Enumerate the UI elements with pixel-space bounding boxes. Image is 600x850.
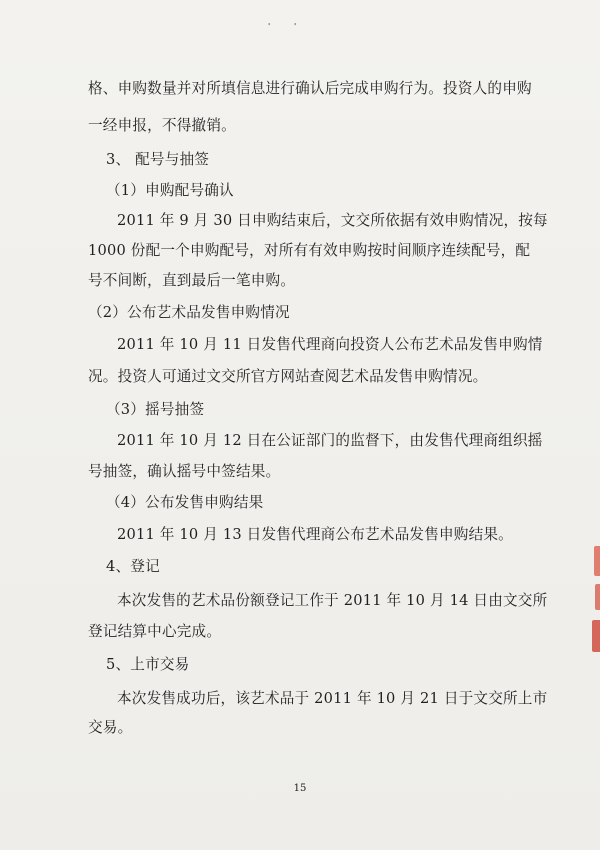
stamp-mark [595,584,600,610]
body-line: 一经申报，不得撤销。 [88,117,236,134]
body-line: 2011 年 10 月 13 日发售代理商公布艺术品发售申购结果。 [117,526,513,543]
subsection-heading: （1）申购配号确认 [106,182,234,199]
body-line: 2011 年 10 月 11 日发售代理商向投资人公布艺术品发售申购情 [117,336,543,353]
subsection-heading: （2）公布艺术品发售申购情况 [88,304,290,321]
subsection-heading: （4）公布发售申购结果 [106,494,264,511]
page-number: 15 [293,783,307,794]
subsection-heading: （3）摇号抽签 [106,401,205,418]
body-line: 号不间断，直到最后一笔申购。 [88,272,296,289]
body-line: 1000 份配一个申购配号，对所有有效申购按时间顺序连续配号，配 [88,242,531,259]
body-line: 格、申购数量并对所填信息进行确认后完成申购行为。投资人的申购 [88,80,532,97]
body-line: 交易。 [88,719,133,736]
stamp-edge [592,546,600,652]
section-heading: 3、 配号与抽签 [106,151,210,168]
stamp-mark [594,546,600,576]
section-heading: 4、登记 [106,558,160,575]
body-line: 2011 年 9 月 30 日申购结束后，文交所依据有效申购情况，按每 [117,212,548,229]
stamp-mark [592,620,600,652]
body-line: 本次发售的艺术品份额登记工作于 2011 年 10 月 14 日由文交所 [117,592,548,609]
body-line: 登记结算中心完成。 [88,623,222,640]
body-line: 2011 年 10 月 12 日在公证部门的监督下，由发售代理商组织摇 [117,432,543,449]
top-marks [268,22,308,32]
body-line: 号抽签，确认摇号中签结果。 [88,463,281,480]
body-line: 况。投资人可通过文交所官方网站查阅艺术品发售申购情况。 [88,368,488,385]
top-mark: ' [294,22,297,31]
body-line: 本次发售成功后，该艺术品于 2011 年 10 月 21 日于文交所上市 [117,690,548,707]
top-mark: ' [268,22,271,31]
section-heading: 5、上市交易 [106,656,190,673]
